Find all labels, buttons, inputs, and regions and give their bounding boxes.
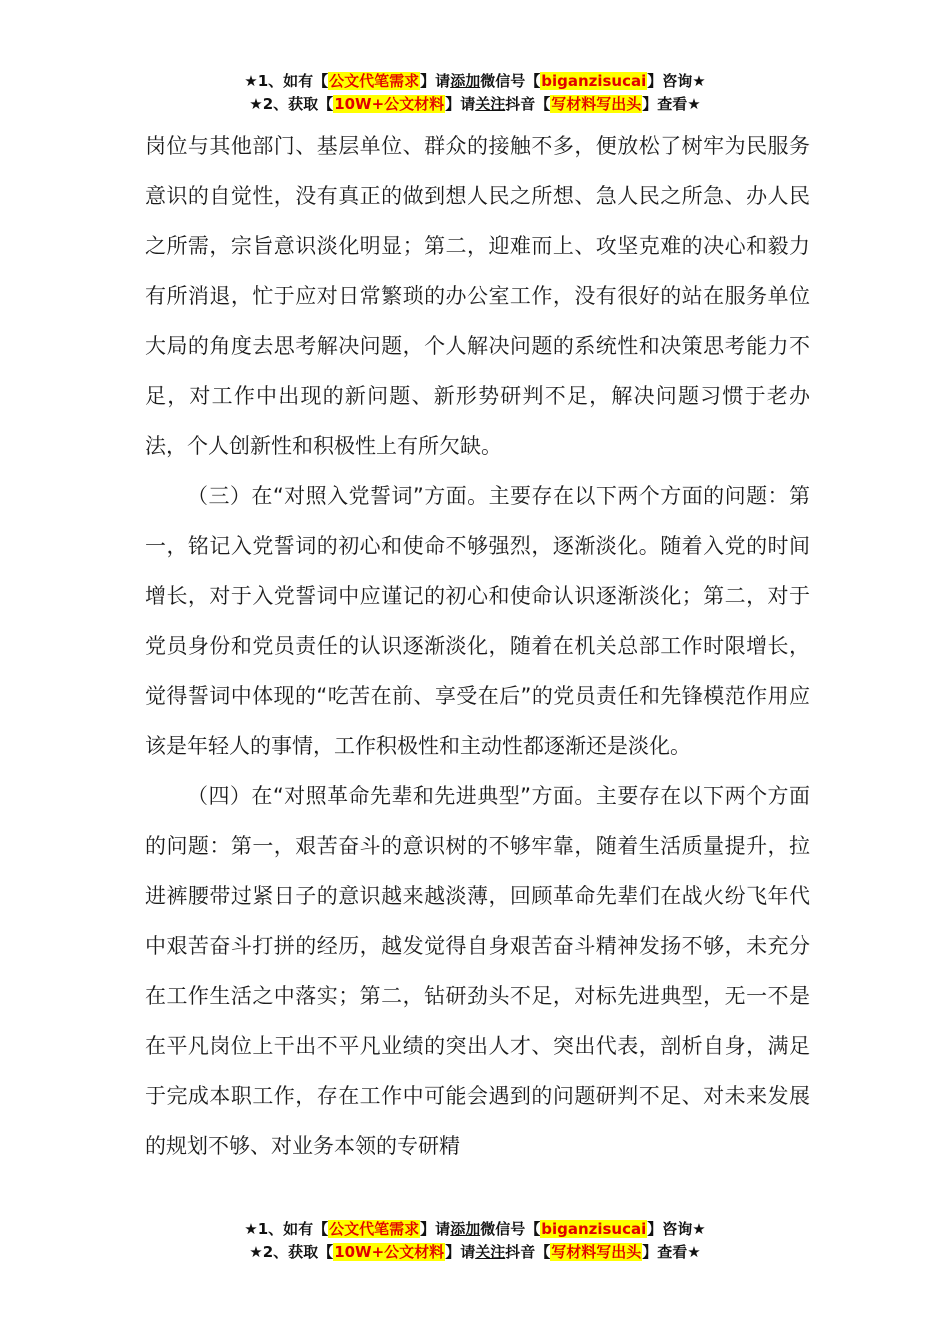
banner-underlined: 添加 xyxy=(450,72,481,90)
banner-highlight: 公文代笔需求 xyxy=(329,72,420,90)
banner-text: 】请 xyxy=(420,1220,451,1238)
paragraph-continuation: 岗位与其他部门、基层单位、群众的接触不多，便放松了树牢为民服务意识的自觉性，没有真正的做到想人民之所想、急人民之所急、办人民之所需，宗旨意识淡化明显；第二，迎难而上、攻坚克难的决心和毅力有所消退，忙于应对日常繁琐的办公室工作，没有很好的站在服务单位大局的角度去思考解决问题，个人解决问题的系统性和决策思考能力不足，对工作中出现的新问题、新形势研判不足，解决问题习惯于老办法，个人创新性和积极性上有所欠缺。 xyxy=(145,134,810,458)
banner-text: ★1、如有【 xyxy=(244,1220,329,1238)
banner-highlight: biganzisucai xyxy=(541,1220,647,1238)
banner-text: 】请 xyxy=(445,95,476,113)
banner-text: 】咨询★ xyxy=(647,1220,706,1238)
banner-text: ★2、获取【 xyxy=(249,1243,334,1261)
paragraph-section-3: （三）在“对照入党誓词”方面。主要存在以下两个方面的问题：第一，铭记入党誓词的初心和使命不够强烈，逐渐淡化。随着入党的时间增长，对于入党誓词中应谨记的初心和使命认识逐渐淡化；第二，对于党员身份和党员责任的认识逐渐淡化，随着在机关总部工作时限增长，觉得誓词中体现的“吃苦在前、享受在后”的党员责任和先锋模范作用应该是年轻人的事情，工作积极性和主动性都逐渐还是淡化。 xyxy=(145,484,810,758)
banner-highlight: 公文代笔需求 xyxy=(329,1220,420,1238)
banner-text: 】查看★ xyxy=(642,95,701,113)
banner-text: 抖音【 xyxy=(505,1243,551,1261)
banner-highlight: 写材料写出头 xyxy=(551,95,642,113)
banner-line-2 xyxy=(0,1241,950,1264)
banner-text: 】查看★ xyxy=(642,1243,701,1261)
banner-highlight: 10W+公文材料 xyxy=(334,95,445,113)
paragraph-section-4: （四）在“对照革命先辈和先进典型”方面。主要存在以下两个方面的问题：第一，艰苦奋斗的意识树的不够牢靠，随着生活质量提升，拉进裤腰带过紧日子的意识越来越淡薄，回顾革命先辈们在战火纷飞年代中艰苦奋斗打拼的经历，越发觉得自身艰苦奋斗精神发扬不够，未充分在工作生活之中落实；第二，钻研劲头不足，对标先进典型，无一不是在平凡岗位上干出不平凡业绩的突出人才、突出代表，剖析自身，满足于完成本职工作，存在工作中可能会遇到的问题研判不足、对未来发展的规划不够、对业务本领的专研精 xyxy=(145,784,810,1158)
banner-text: 微信号【 xyxy=(480,1220,541,1238)
banner-highlight: 写材料写出头 xyxy=(551,1243,642,1261)
banner-text: ★2、获取【 xyxy=(249,95,334,113)
banner-line-1 xyxy=(0,1218,950,1241)
banner-line-2 xyxy=(0,93,950,116)
document-body xyxy=(145,121,810,1171)
footer-banner xyxy=(0,1218,950,1264)
banner-line-1 xyxy=(0,70,950,93)
banner-text: ★1、如有【 xyxy=(244,72,329,90)
banner-highlight: 10W+公文材料 xyxy=(334,1243,445,1261)
header-banner xyxy=(0,70,950,116)
banner-text: 抖音【 xyxy=(505,95,551,113)
banner-text: 】咨询★ xyxy=(647,72,706,90)
banner-underlined: 关注 xyxy=(475,95,506,113)
banner-underlined: 添加 xyxy=(450,1220,481,1238)
banner-text: 微信号【 xyxy=(480,72,541,90)
banner-text: 】请 xyxy=(445,1243,476,1261)
banner-text: 】请 xyxy=(420,72,451,90)
banner-highlight: biganzisucai xyxy=(541,72,647,90)
banner-underlined: 关注 xyxy=(475,1243,506,1261)
